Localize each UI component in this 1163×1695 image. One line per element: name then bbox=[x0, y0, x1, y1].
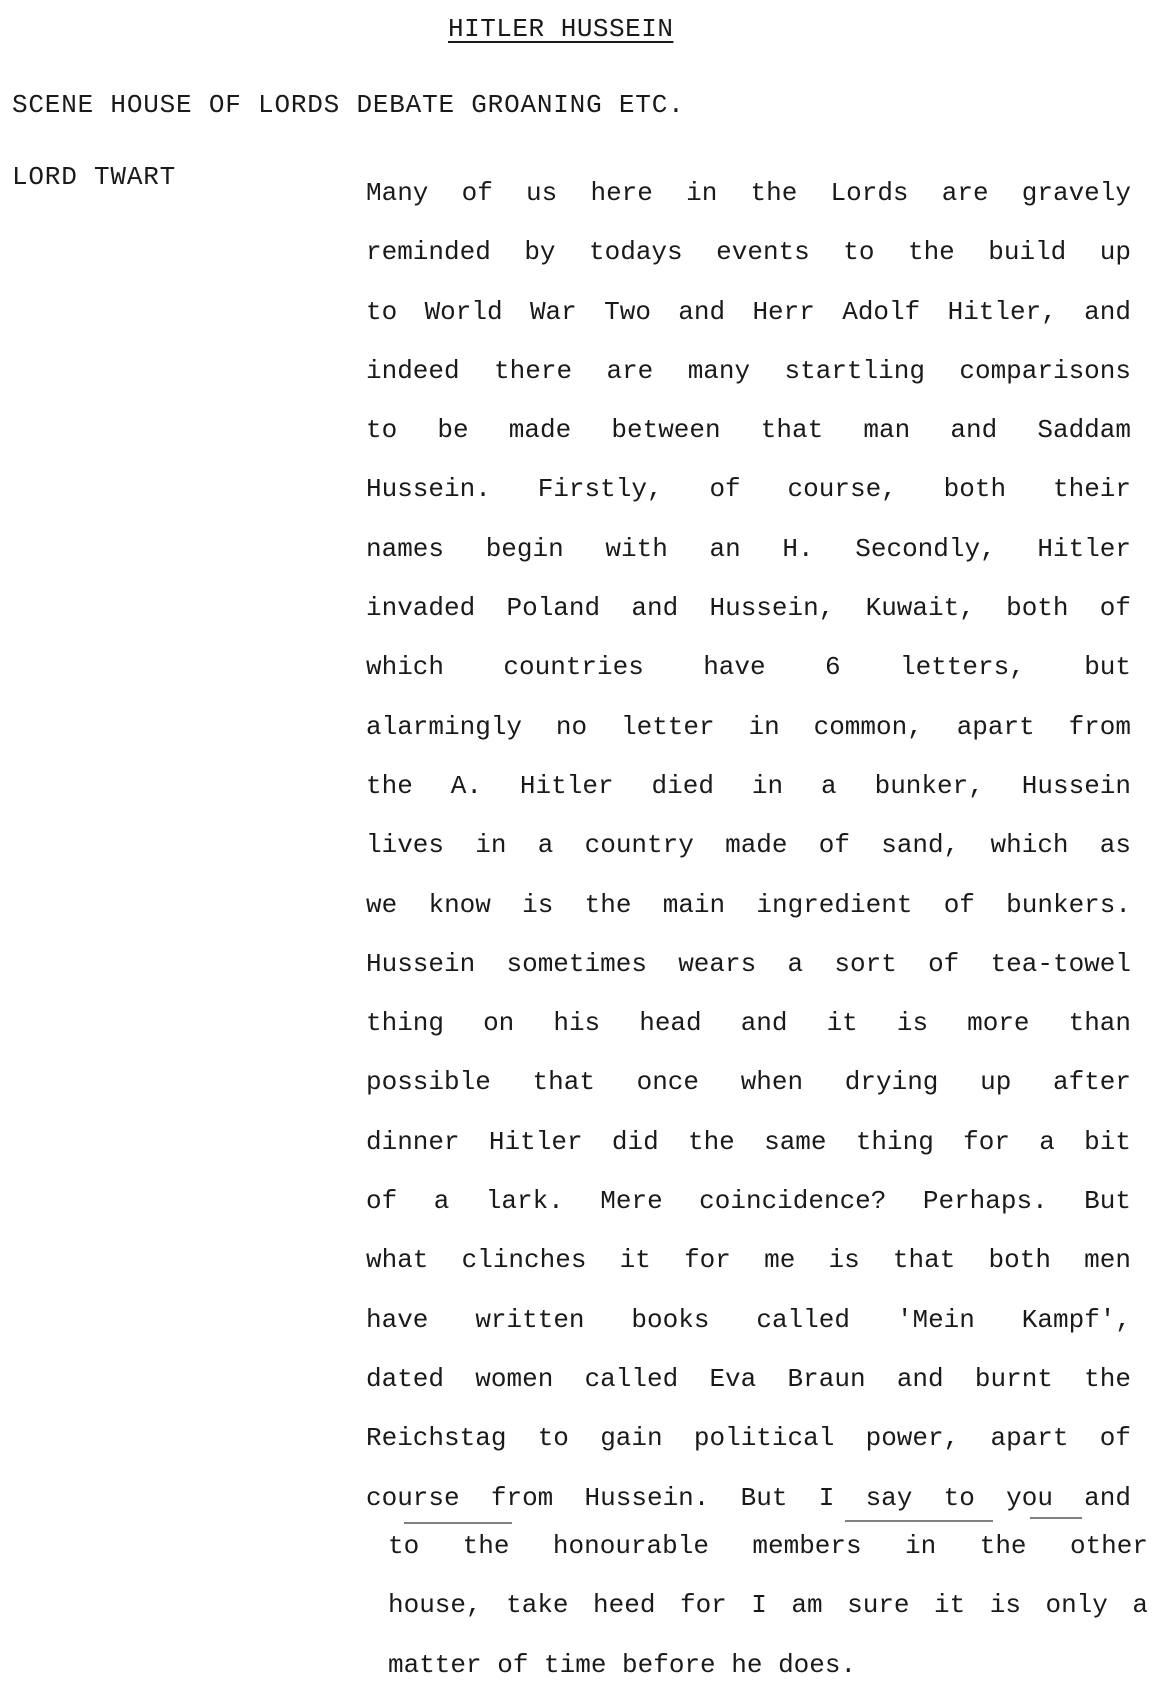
scene-direction: SCENE HOUSE OF LORDS DEBATE GROANING ETC. bbox=[12, 90, 685, 120]
speaker-name: LORD TWART bbox=[12, 162, 177, 192]
speech-line: what clinches it for me is that both men bbox=[366, 1245, 1131, 1276]
speech-line: which countries have 6 letters, but bbox=[366, 652, 1131, 683]
speech-line: to be made between that man and Saddam bbox=[366, 415, 1131, 446]
speech-line: dinner Hitler did the same thing for a bit bbox=[366, 1126, 1131, 1157]
continued-speech-block bbox=[388, 1517, 1148, 1695]
speech-line: names begin with an H. Secondly, Hitler bbox=[366, 533, 1131, 564]
speech-line: to the honourable members in the other bbox=[388, 1531, 1148, 1561]
speech-line: of a lark. Mere coincidence? Perhaps. But bbox=[366, 1186, 1131, 1217]
speech-line: course from Hussein. But I say to you and bbox=[366, 1482, 1131, 1513]
speech-line: dated women called Eva Braun and burnt the bbox=[366, 1363, 1131, 1394]
speech-line: we know is the main ingredient of bunkers. bbox=[366, 889, 1131, 920]
speech-line: reminded by todays events to the build up bbox=[366, 237, 1131, 268]
speech-line: alarmingly no letter in common, apart from bbox=[366, 711, 1131, 742]
speech-line: the A. Hitler died in a bunker, Hussein bbox=[366, 770, 1131, 801]
page-title: HITLER HUSSEIN bbox=[448, 14, 674, 44]
speech-line: indeed there are many startling comparisons bbox=[366, 355, 1131, 386]
speech-line: matter of time before he does. bbox=[388, 1649, 857, 1680]
speech-line: house, take heed for I am sure it is only a bbox=[388, 1590, 1148, 1621]
speech-line: Reichstag to gain political power, apart of bbox=[366, 1423, 1131, 1454]
speech-line: lives in a country made of sand, which as bbox=[366, 830, 1131, 861]
speech-line: Many of us here in the Lords are gravely bbox=[366, 178, 1131, 208]
speech-line: possible that once when drying up after bbox=[366, 1067, 1131, 1098]
speech-line: thing on his head and it is more than bbox=[366, 1008, 1131, 1039]
speech-line: have written books called 'Mein Kampf', bbox=[366, 1304, 1131, 1335]
speech-line: Hussein sometimes wears a sort of tea-towel bbox=[366, 948, 1131, 979]
speech-block bbox=[366, 164, 1131, 1528]
speech-line: invaded Poland and Hussein, Kuwait, both of bbox=[366, 593, 1131, 624]
speech-line: to World War Two and Herr Adolf Hitler, and bbox=[366, 296, 1131, 327]
speech-line: Hussein. Firstly, of course, both their bbox=[366, 474, 1131, 505]
